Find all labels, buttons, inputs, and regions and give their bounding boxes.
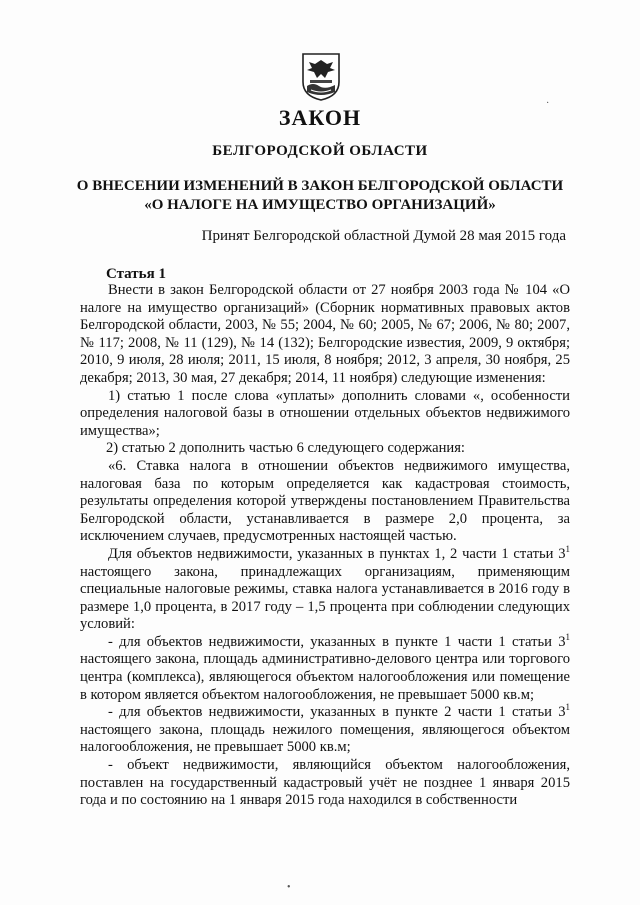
law-title-line2: «О НАЛОГЕ НА ИМУЩЕСТВО ОРГАНИЗАЦИЙ» bbox=[144, 197, 496, 213]
condition-3: - объект недвижимости, являющийся объектом налогообложения, поставлен на государственный кадастровый учёт не позднее 1 января 2015 года и по состоянию на 1 января 2015 года находился в собственности bbox=[80, 757, 570, 809]
condition-2-text-b: настоящего закона, площадь нежилого помещения, являющегося объектом налогообложения, не превышает 5000 кв.м; bbox=[80, 721, 570, 756]
region-title: БЕЛГОРОДСКОЙ ОБЛАСТИ bbox=[212, 143, 428, 159]
article-heading: Статья 1 bbox=[106, 266, 166, 282]
part-6-paragraph: «6. Ставка налога в отношении объектов недвижимого имущества, налоговая база по которым определяется как кадастровая стоимость, результаты определения которой утверждены постановлением Правительства Белгородской области, устанавливается в размере 2,0 процента, за исключением случаев, предусмотренных настоящей частью. bbox=[80, 457, 570, 545]
law-title bbox=[0, 177, 640, 215]
article-body bbox=[80, 282, 570, 810]
condition-2-sup: 1 bbox=[565, 702, 570, 713]
reduced-rate-paragraph bbox=[80, 546, 570, 634]
condition-1 bbox=[80, 634, 570, 704]
law-title-line1: О ВНЕСЕНИИ ИЗМЕНЕНИЙ В ЗАКОН БЕЛГОРОДСКОЙ ОБЛАСТИ bbox=[76, 178, 564, 194]
amendment-item-1: 1) статью 1 после слова «уплаты» дополнить словами «, особенности определения налоговой базы в отношении отдельных объектов недвижимого имущества»; bbox=[80, 387, 570, 439]
scan-speck: • bbox=[287, 882, 291, 893]
document-title: ЗАКОН bbox=[278, 105, 362, 130]
amendment-item-2: 2) статью 2 дополнить частью 6 следующего содержания: bbox=[106, 440, 465, 457]
coat-of-arms-icon bbox=[301, 52, 341, 102]
article-intro: Внести в закон Белгородской области от 27 ноября 2003 года № 104 «О налоге на имущество организаций» (Сборник нормативных правовых актов Белгородской области, 2003, № 55; 2004, № 60; 2005, № 67; 2006, № 80; 2007, № 117; 2008, № 11 (129), № 14 (132); Белгородские известия, 2009, 9 октября; 2010, 9 июля, 28 июля; 2011, 15 июля, 8 ноября; 2012, 3 апреля, 30 ноября, 25 декабря; 2013, 30 мая, 27 декабря; 2014, 11 ноября) следующие изменения: bbox=[80, 282, 570, 386]
condition-1-sup: 1 bbox=[565, 632, 570, 643]
condition-2 bbox=[80, 704, 570, 757]
reduced-rate-sup: 1 bbox=[565, 544, 570, 555]
condition-1-text-a: - для объектов недвижимости, указанных в пункте 1 части 1 статьи 3 bbox=[108, 633, 566, 650]
condition-1-text-b: настоящего закона, площадь административно-делового центра или торгового центра (комплекса), являющегося объектом налогообложения или помещение в котором является объектом налогообложения, не превышает 5000 кв.м; bbox=[80, 651, 570, 703]
scan-speck: · bbox=[546, 98, 550, 109]
reduced-rate-text-b: настоящего закона, принадлежащих организациям, применяющим специальные налоговые режимы, ставка налога устанавливается в 2016 году в размере 1,0 процента, в 2017 году – 1,5 процента при соблюдении следующих условий: bbox=[80, 563, 570, 633]
condition-2-text-a: - для объектов недвижимости, указанных в пункте 2 части 1 статьи 3 bbox=[108, 704, 566, 721]
adoption-line: Принят Белгородской областной Думой 28 мая 2015 года bbox=[201, 228, 566, 244]
reduced-rate-text-a: Для объектов недвижимости, указанных в пунктах 1, 2 части 1 статьи 3 bbox=[108, 545, 566, 562]
